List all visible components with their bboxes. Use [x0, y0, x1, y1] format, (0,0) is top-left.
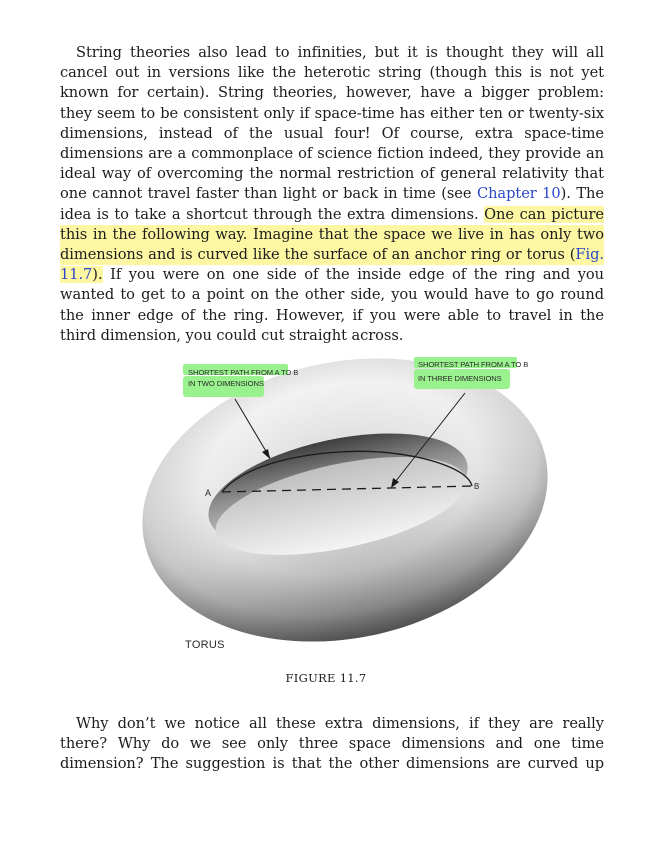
- text-segment: If you were on one side of the inside edge of the ring and you: [102, 266, 604, 284]
- text-segment: idea is to take a shortcut through the extra dimensions.: [60, 205, 485, 223]
- chapter-10-link[interactable]: Chapter 10: [476, 185, 561, 203]
- body-paragraph-2: [60, 714, 604, 775]
- text-line: dimension? The suggestion is that the other dimensions are curved up: [60, 755, 604, 773]
- text-line: third dimension, you could cut straight across.: [60, 326, 404, 344]
- point-a-label: A: [205, 488, 211, 498]
- text-line: dimensions, instead of the usual four! Of course, extra space-time: [60, 124, 604, 142]
- label-two-dim-line1: SHORTEST PATH FROM A TO B: [188, 368, 299, 377]
- label-three-dim-line1: SHORTEST PATH FROM A TO B: [418, 360, 529, 369]
- text-line: String theories also lead to infinities, but it is thought they will all: [76, 44, 604, 61]
- text-line: the inner edge of the ring. However, if you were able to travel in the: [60, 306, 604, 324]
- text-line: they seem to be consistent only if space-time has either ten or twenty-six: [60, 104, 604, 122]
- text-line: wanted to get to a point on the other side, you would have to go round: [60, 286, 604, 304]
- point-b-label: B: [474, 482, 480, 491]
- text-segment: ).: [92, 266, 103, 284]
- text-line: cancel out in versions like the heterotic string (though this is not yet: [60, 64, 604, 82]
- text-line: ideal way of overcoming the normal restriction of general relativity that: [60, 165, 604, 183]
- text-line: dimensions are a commonplace of science fiction indeed, they provide an: [60, 145, 604, 163]
- figure-11-7-link-cont[interactable]: 11.7: [60, 266, 93, 284]
- torus-label: TORUS: [185, 639, 225, 651]
- text-line: Why don’t we notice all these extra dimensions, if they are really: [76, 715, 604, 732]
- highlighted-text: One can picture: [484, 205, 604, 223]
- label-three-dim-line2: IN THREE DIMENSIONS: [418, 374, 502, 383]
- figure-caption: FIGURE 11.7: [285, 671, 367, 685]
- text-line: known for certain). String theories, however, have a bigger problem:: [60, 84, 604, 102]
- text-segment: ). The: [560, 185, 604, 203]
- text-segment: dimensions and is curved like the surface of an anchor ring or torus (: [60, 246, 576, 264]
- figure-11-7-link[interactable]: Fig.: [575, 246, 604, 264]
- label-two-dim-line2: IN TWO DIMENSIONS: [188, 379, 264, 388]
- highlighted-text-line: this in the following way. Imagine that the space we live in has only two: [60, 225, 604, 245]
- text-line: there? Why do we see only three space dimensions and one time: [60, 735, 604, 753]
- text-segment: one cannot travel faster than light or back in time (see: [60, 185, 477, 203]
